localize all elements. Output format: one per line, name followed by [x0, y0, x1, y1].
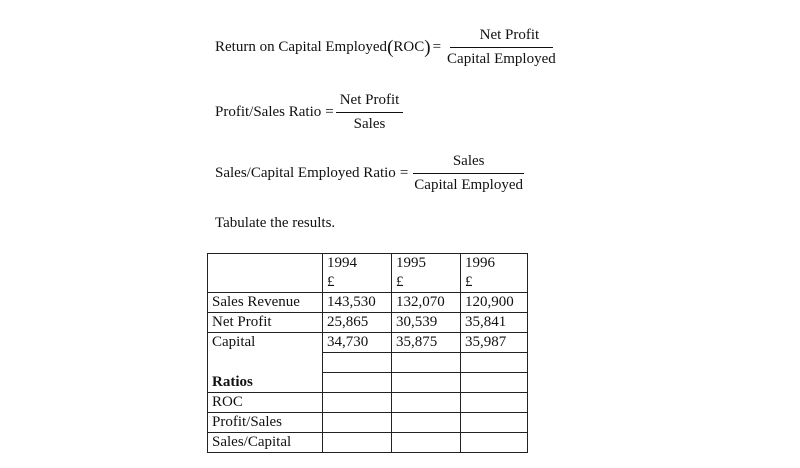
row-label: Capital — [208, 333, 323, 353]
numerator: Net Profit — [450, 27, 554, 48]
table-row — [208, 333, 528, 353]
table-cell-empty — [392, 412, 461, 432]
year-header: 1996 — [461, 254, 528, 274]
formula-profit-sales — [215, 92, 403, 133]
ratio-label: ROC — [208, 392, 323, 412]
table-cell-empty — [461, 432, 528, 452]
denominator: Capital Employed — [447, 51, 556, 67]
table-cell-empty — [392, 432, 461, 452]
table-row — [208, 373, 528, 393]
table-spacer-row — [208, 353, 528, 373]
formula-sales-capital — [215, 153, 527, 194]
currency-symbol: £ — [323, 273, 392, 293]
formula-roc-label: Return on Capital Employed — [215, 39, 388, 55]
table-cell-empty — [392, 392, 461, 412]
equals-sign: = — [325, 104, 334, 120]
close-paren: ) — [424, 37, 431, 58]
table-row — [208, 432, 528, 452]
table-row — [208, 412, 528, 432]
table-cell: 35,841 — [461, 313, 528, 333]
table-cell: 132,070 — [392, 293, 461, 313]
instruction-text: Tabulate the results. — [215, 215, 336, 231]
denominator: Sales — [353, 116, 386, 132]
table-cell-empty — [461, 353, 528, 373]
formula-profit-sales-label: Profit/Sales Ratio — [215, 104, 322, 120]
results-table — [207, 253, 528, 453]
equals-sign: = — [432, 39, 442, 55]
table-cell-empty — [392, 353, 461, 373]
table-cell-empty — [208, 273, 323, 293]
fraction-profit-sales — [336, 92, 404, 133]
ratios-heading: Ratios — [208, 373, 323, 393]
table-cell: 25,865 — [323, 313, 392, 333]
row-label: Net Profit — [208, 313, 323, 333]
table-cell-empty — [392, 373, 461, 393]
table-cell-empty — [208, 254, 323, 274]
table-cell-empty — [461, 412, 528, 432]
table-row — [208, 313, 528, 333]
table-cell-empty — [323, 392, 392, 412]
equals-sign: = — [399, 165, 409, 181]
table-cell: 35,875 — [392, 333, 461, 353]
numerator: Net Profit — [336, 92, 404, 113]
denominator: Capital Employed — [414, 177, 524, 193]
table-cell: 35,987 — [461, 333, 528, 353]
table-cell: 143,530 — [323, 293, 392, 313]
table-cell-empty — [461, 373, 528, 393]
table-cell: 30,539 — [392, 313, 461, 333]
formula-roc — [215, 27, 560, 68]
numerator: Sales — [413, 153, 525, 174]
table-cell-empty — [461, 392, 528, 412]
row-label: Sales Revenue — [208, 293, 323, 313]
table-cell: 120,900 — [461, 293, 528, 313]
table-cell-empty — [323, 432, 392, 452]
fraction-roc — [443, 27, 560, 68]
formula-roc-abbr: ROC — [393, 39, 425, 55]
table-row — [208, 293, 528, 313]
table-cell-empty — [323, 373, 392, 393]
table-cell-empty — [323, 353, 392, 373]
table-row — [208, 392, 528, 412]
table-currency-row — [208, 273, 528, 293]
table-cell-empty — [323, 412, 392, 432]
year-header: 1994 — [323, 254, 392, 274]
table-cell: 34,730 — [323, 333, 392, 353]
ratio-label: Sales/Capital — [208, 432, 323, 452]
fraction-sales-capital — [410, 153, 527, 194]
table-cell-empty — [208, 353, 323, 373]
open-paren: ( — [387, 37, 394, 58]
formula-sales-capital-label: Sales/Capital Employed Ratio — [215, 165, 396, 181]
currency-symbol: £ — [392, 273, 461, 293]
year-header: 1995 — [392, 254, 461, 274]
currency-symbol: £ — [461, 273, 528, 293]
ratio-label: Profit/Sales — [208, 412, 323, 432]
table-header-row — [208, 254, 528, 274]
